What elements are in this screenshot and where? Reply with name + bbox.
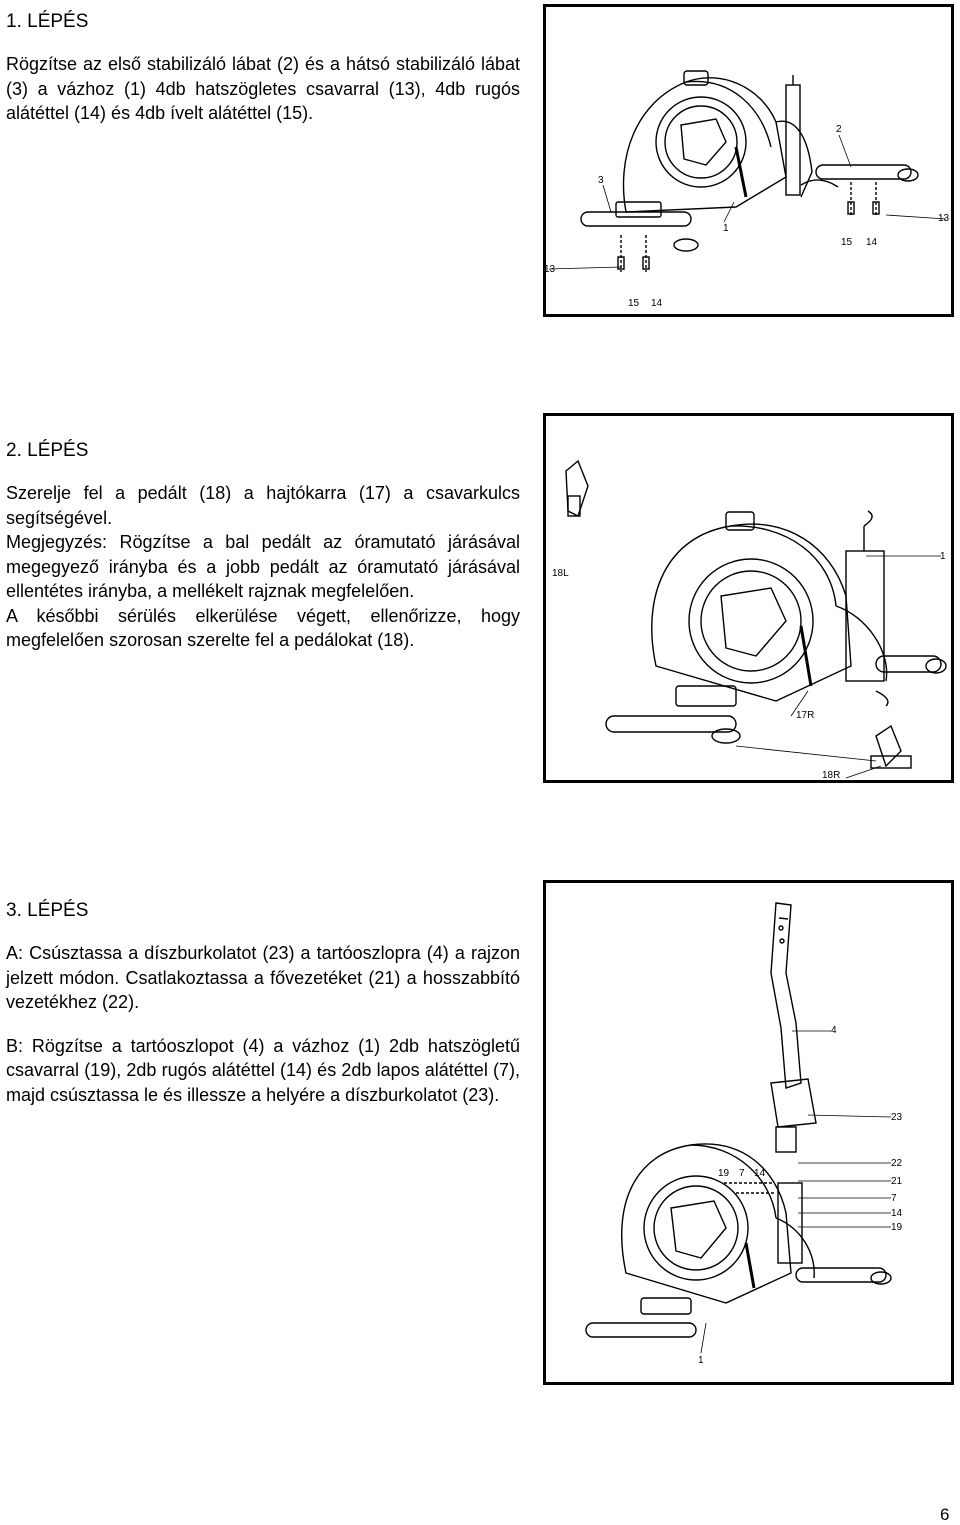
step-1: [6, 10, 520, 126]
step-2-text-2: Megjegyzés: Rögzítse a bal pedált az óramutató járásával megegyező irányba és a jobb pedált az óramutató járásával ellentétes irányba, a mellékelt rajznak megfelelően.: [6, 532, 520, 601]
step-1-label-13a: 13: [938, 213, 950, 224]
step-3-label-14: 14: [891, 1208, 903, 1219]
step-1-label-3: 3: [598, 175, 604, 186]
step-3-label-4: 4: [831, 1025, 837, 1036]
step-1-label-15b: 15: [628, 298, 640, 309]
step-3-label-23: 23: [891, 1112, 903, 1123]
step-2-label-17r: 17R: [796, 710, 815, 721]
step-2-figure: [543, 413, 954, 783]
step-2-text-1: Szerelje fel a pedált (18) a hajtókarra (17) a csavarkulcs segítségével.: [6, 483, 520, 528]
step-3: [6, 899, 520, 1107]
step-3-diagram: [546, 883, 951, 1382]
step-1-label-13b: 13: [544, 264, 556, 275]
step-1-label-2: 2: [836, 124, 842, 135]
step-1-label-14b: 14: [651, 298, 663, 309]
step-1-figure: [543, 4, 954, 317]
step-2: [6, 439, 520, 653]
step-3-label-14-top: 14: [754, 1168, 766, 1179]
step-2-label-1: 1: [940, 551, 946, 562]
step-1-label-14a: 14: [866, 237, 878, 248]
step-3-label-19: 19: [891, 1222, 903, 1233]
step-3-label-21: 21: [891, 1176, 903, 1187]
step-3-heading: 3. LÉPÉS: [6, 900, 89, 921]
step-3-label-1: 1: [698, 1355, 704, 1366]
step-2-label-18l: 18L: [552, 568, 569, 579]
step-2-label-18r: 18R: [822, 770, 841, 781]
step-1-text: Rögzítse az első stabilizáló lábat (2) és a hátsó stabilizáló lábat (3) a vázhoz (1) 4db hatszögletes csavarral (13), 4db rugós alátéttel (14) és 4db ívelt alátéttel (15).: [6, 54, 520, 123]
step-3-label-19-top: 19: [718, 1168, 730, 1179]
step-3-figure: [543, 880, 954, 1385]
step-2-diagram: [546, 416, 951, 780]
page-number: 6: [940, 1505, 950, 1524]
step-3-text-a: A: Csúsztassa a díszburkolatot (23) a tartóoszlopra (4) a rajzon jelzett módon. Csatlakoztassa a fővezetéket (21) a hosszabbító vezetékhez (22).: [6, 943, 520, 1012]
step-1-heading: 1. LÉPÉS: [6, 11, 89, 32]
step-3-label-7-top: 7: [739, 1168, 745, 1179]
step-3-label-7: 7: [891, 1193, 897, 1204]
step-1-diagram: [546, 7, 951, 314]
step-2-text-3: A későbbi sérülés elkerülése végett, ellenőrizze, hogy megfelelően szorosan szerelte fel a pedálokat (18).: [6, 605, 520, 650]
step-3-text-b: B: Rögzítse a tartóoszlopot (4) a vázhoz (1) 2db hatszögletű csavarral (19), 2db rugós alátéttel (14) és 2db lapos alátéttel (7), majd csúsztassa le és illessze a helyére a díszburkolatot (23).: [6, 1035, 520, 1105]
step-1-label-1: 1: [723, 223, 729, 234]
step-2-heading: 2. LÉPÉS: [6, 440, 89, 461]
step-1-label-15a: 15: [841, 237, 853, 248]
step-3-label-22: 22: [891, 1158, 903, 1169]
